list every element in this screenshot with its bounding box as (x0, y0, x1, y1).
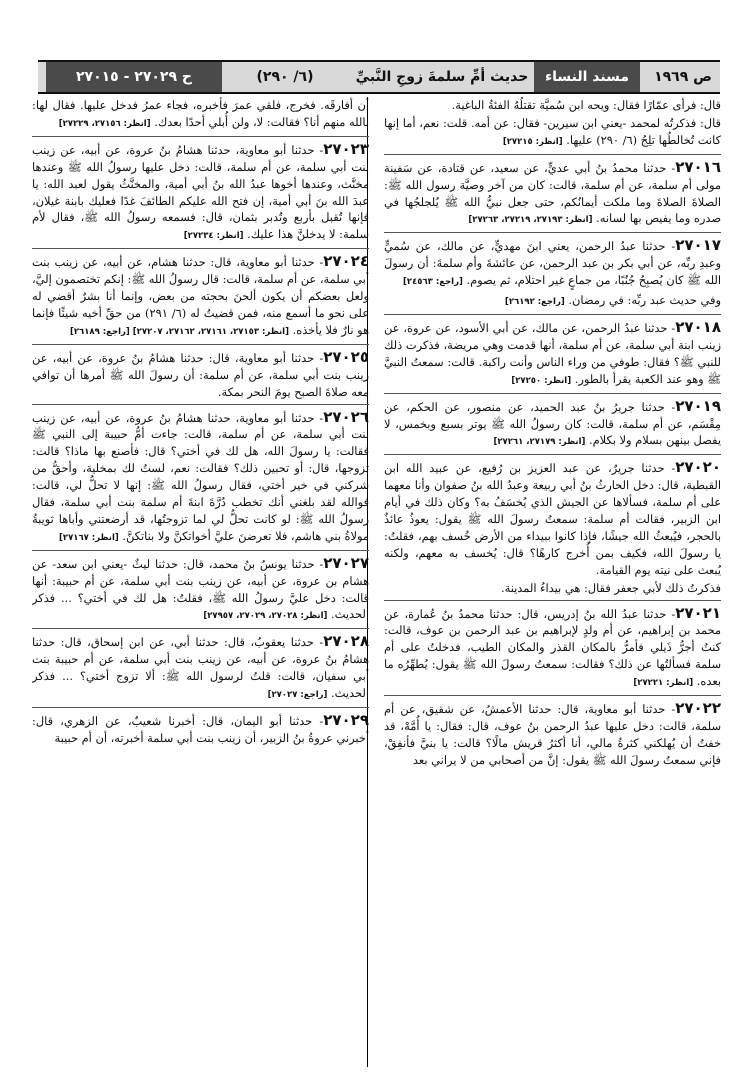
cross-reference: [انظر: ٢٧١٥٦، ٢٧٢٢٩] (58, 118, 151, 129)
paragraph-separator (384, 314, 721, 315)
hadith-paragraph (32, 555, 369, 626)
running-header (38, 60, 720, 94)
hadith-text: وفي حديث عبد ربِّه: في رمضان. (568, 293, 721, 308)
paragraph-separator (32, 404, 369, 405)
hadith-paragraph (384, 97, 721, 114)
hadith-text: - حدثنا عبدُ الله بنُ إدريس، قال: حدثنا محمدُ بنُ عُمارة، عن محمد بن إبراهيم، عن أم ولدٍ لإبراهيم بن عبد الرحمن بن عوف، قالت: كنتُ أجرُّ ذَيلي فأمرُّ بالمكان القذر والمكان الطيب، فدخلتُ على أم سلمة فسألتُها عن ذلك؟ فقالت: سمعتُ رسولَ الله ﷺ يقول: يُطهِّرُه ما بعده. (384, 606, 721, 689)
hadith-paragraph (384, 605, 721, 693)
hadith-text: - حدثنا أبو معاوية، قال: حدثنا الأعمشُ، عن شقيق، عن أم سلمة، قالت: دخل عليها عبدُ الرحمن بنُ عوف، قال: فقال: يا أُمَّهْ، قد خفتُ أن يُهلكني كثرةُ مالي، أنا أكثرُ قريش مالًا؟ قالت: يا بنيَّ فأنفِقْ، فإني سمعتُ رسولَ الله ﷺ يقول: إنَّ من أصحابي من لا يراني بعد (384, 702, 721, 767)
hadith-paragraph (384, 580, 721, 597)
hadith-number: ٢٧٠٢٩ (323, 711, 369, 729)
paragraph-separator (384, 232, 721, 233)
hadith-text: - حدثنا يونسُ بنُ محمد، قال: حدثنا ليثٌ -يعني ابن سعد- عن هشام بن عروة، عن أبيه، عن زينب بنت أبي سلمة، عن أم حبيبة: أنها قالت: دخل عليَّ رسولُ الله ﷺ، فقلتُ: هل لك في أختي؟ ... فذكر الحديث. (32, 556, 369, 622)
cross-reference: [راجع: ٢٦١٩٢] (504, 297, 565, 308)
hadith-text: - حدثنا محمدُ بنُ أبي عديٍّ، عن سعيد، عن قتادة، عن سَفينة مولى أم سلمة، عن أم سلمة، قالت: كان من آخر وصيَّة رسول الله ﷺ: الصلاةَ الصلاةَ وما ملكت أيمانُكم، حتى جعل نبيُّ الله ﷺ يُلجلجُها في صدره وما يفيص بها لسانه. (384, 160, 721, 226)
paragraph-separator (384, 393, 721, 394)
paragraph-separator (32, 707, 369, 708)
hadith-text: - حدثنا عبدُ الرحمن، عن مالك، عن أبي الأسود، عن عروة، عن زينب ابنة أبي سلمة، عن أم سلمة، أنها قدمت وهي مريضة، فذكرت ذلك للنبي ﷺ؟ فقال: طوفي من وراء الناس وأنت راكبة. قالت: سمعتُ النبيَّ ﷺ وهو عند الكعبة يقرأ بالطور. (384, 320, 721, 386)
cross-reference: [انظر: ٢٧٠٢٨، ٢٧٠٢٩، ٢٧٩٥٧] (203, 611, 328, 622)
hadith-text: - حدثنا جريرُ بنُ عبد الحميد، عن منصور، عن الحكم، عن مِقْسَم، عن أم سلمة، قالت: كان رسولُ الله ﷺ يوتر بسبع وبخمس، لا يفصل بينهن بسلام ولا بكلام. (384, 399, 721, 448)
paragraph-separator (32, 550, 369, 551)
hadith-paragraph (32, 141, 369, 245)
hadith-paragraph (32, 712, 369, 747)
hadith-paragraph (32, 253, 369, 341)
hadith-number: ٢٧٠٢٢ (675, 699, 721, 718)
hadith-paragraph (384, 115, 721, 151)
hadith-paragraph (384, 159, 721, 230)
hadith-number: ٢٧٠١٧ (675, 236, 721, 255)
cross-reference: [انظر: ٢٧١٦٧] (59, 532, 119, 543)
hadith-paragraph (32, 409, 369, 547)
hadith-paragraph (32, 349, 369, 401)
hadith-text: فذكرتُ ذلك لأبي جعفر فقال: هي بيداءُ المدينة. (500, 580, 721, 595)
hadith-paragraph (384, 398, 721, 452)
hadith-text: قال: فرأى عمّارًا فقال: ويحه ابن سُميَّة تقتلُهُ الفئةُ الباغية. (451, 98, 721, 112)
paragraph-separator (384, 154, 721, 155)
hadith-number: ٢٧٠١٩ (675, 396, 721, 415)
hadith-paragraph (384, 292, 721, 311)
hadith-number: ٢٧٠١٨ (675, 317, 721, 336)
hadith-number: ٢٧٠٢٨ (323, 632, 369, 651)
paragraph-separator (384, 600, 721, 601)
hadith-number: ٢٧٠٢٤ (323, 252, 369, 271)
hadith-number: ٢٧٠٢٧ (323, 553, 369, 572)
cross-reference: [راجع: ٢٤٥٦٣] (403, 277, 463, 288)
paragraph-separator (32, 136, 369, 137)
hadith-paragraph (384, 319, 721, 390)
cross-reference: [انظر: ٢٧١٧٩، ٢٧٢٦١] (493, 437, 586, 448)
hadith-text: أن أفارقَه. فخرج، فلقي عمرَ فأخبره، فجاء عمرُ فدخل عليها. فقال لها: بالله منهم أنا؟ فقالت: لا، ولن أُبلي أحدًا بعدك. (32, 98, 369, 129)
hadith-number: ٢٧٠١٦ (675, 157, 721, 176)
paragraph-separator (32, 628, 369, 629)
hadith-number: ٢٧٠٢٥ (323, 347, 369, 366)
section-title: حديث أمِّ سلمةَ زوجِ النَّبيِّ (355, 69, 529, 85)
hadith-text: - حدثنا أبو معاوية، قال: حدثنا هشام، عن أبيه، عن زينب بنت أبي سلمة، عن أم سلمة، قالت: قال رسولُ الله ﷺ: إنكم تختصمون إليَّ، ولعل بعضكم أن يكون ألحنَ بحجته من بعض، وإنما أنا بشرٌ أقضي له على نحو ما أسمع منه، فمن قضيتُ له (٦/ ٢٩١) من حقِّ أخيه شيئًا فإنما هو نارٌ فلا يأخذه. (32, 255, 369, 337)
cross-reference: [راجع: ٢٧٠٢٧] (267, 690, 328, 701)
right-text-column (384, 97, 721, 1068)
hadith-number: ٢٧٠٢١ (675, 603, 721, 622)
hadith-text: قال: فذكرتُه لمحمد -يعني ابن سيرين- فقال: عن أمه. قلت: نعم، أما إنها كانت تُخالطُها تلِجُ (٦/ ٢٩٠) عليها. (384, 115, 721, 147)
paragraph-separator (32, 248, 369, 249)
cross-reference: [انظر: ٢٧١٩٣، ٢٧٢١٩، ٢٧٢٦٣] (468, 215, 593, 226)
paragraph-separator (384, 454, 721, 455)
hadith-text: - حدثنا يعقوبُ، قال: حدثنا أبي، عن ابن إسحاق، قال: حدثنا هشامُ بنُ عروة، عن أبيه، عن زينب بنت أبي سلمة، عن أم حبيبة بنت أبي سفيان، قالت: قلتُ لرسول الله ﷺ: ألا تزوج أختي؟ ... فذكر الحديث. (32, 635, 369, 701)
cross-reference: [انظر: ٢٧١٥٣، ٢٧١٦١، ٢٧١٦٢، ٢٧٢٠٧] [راجع: ٢٦١٨٩] (69, 326, 289, 337)
hadith-number: ٢٧٠٢٠ (675, 458, 721, 477)
hadith-paragraph (384, 459, 721, 578)
hadith-text: - حدثنا عبدُ الرحمن، يعني ابنَ مهديٍّ، عن مالك، عن سُميٍّ وعبدِ ربِّه، عن أبي بكر بن عبد الرحمن، عن عائشةَ وأم سلمةَ: أن رسولَ الله ﷺ كان يُصبِحُ جُنُبًا، من جماعٍ غير احتلام، ثم يصوم. (384, 239, 721, 288)
hadith-paragraph (384, 700, 721, 769)
hadith-text: - حدثنا أبو معاوية، حدثنا هشامُ بنُ عروة، عن أبيه، عن زينب بنت أبي سلمة، عن أم سلمة، قالت: دخل عليها رسولُ الله ﷺ وعندها مخنَّث، وعندها أخوها عبدُ الله بنُ أبي أمية، والمخنَّثُ يقول لعبد الله: يا عبدَ الله بنَ أبي أمية، إن فتح الله عليكم الطائفَ غدًا فعليك بابنة غيلان، فإنها تُقبل بأربع وتُدبر بثمان، قال: فسمعه رسولُ الله ﷺ، فقال لأم سلمة: لا يدخلنَّ هذا عليك. (32, 142, 369, 242)
cross-reference: [انظر: ٢٧٢٥٠] (511, 375, 572, 386)
hadith-text: - حدثنا أبو اليمان، قال: أخبرنا شعيبٌ، عن الزهري، قال: أخبرني عروةُ بنُ الزبير، أن زينب بنت أبي سلمة أخبرته، أن أم حبيبة (32, 714, 369, 745)
cross-reference: [انظر: ٢٧٢٣٤] (183, 231, 244, 242)
left-text-column (32, 97, 369, 1068)
book-title: مسند النساء (534, 62, 640, 92)
cross-reference: [انظر: ٢٧٢١٥] (502, 136, 563, 147)
hadith-text: - حدثنا أبو معاوية، قال: حدثنا هشامُ بنُ عروة، عن أبيه، عن زينب بنت أبي سلمة، عن أم سلمة: أن رسولَ الله ﷺ أمرها أن توافي معه صلاةَ الصبح يومَ النحر بمكة. (32, 350, 369, 399)
cross-reference: [انظر: ٢٧٢٢١] (633, 678, 694, 689)
volume-page: (٦/ ٢٩٠) (256, 69, 314, 85)
hadith-paragraph (32, 633, 369, 704)
hadith-text: - حدثنا أبو معاوية، حدثنا هشامُ بنُ عروة، عن أبيه، عن زينب بنت أبي سلمة، عن أم سلمة، قالت: جاءت أمُّ حبيبة إلى النبي ﷺ فقالت: يا رسولَ الله، هل لك في أختي؟ قال: فأصنع بها ماذا؟ قالت: تزوجها، قال: أو تحبين ذلك؟ فقالت: نعم، لستُ لك بمخلية، وأحقُّ من شركني في خير أختي، فقال رسولُ الله ﷺ: إنها لا تحلُّ لي، قالت: فوالله لقد بلغني أنك تخطب دُرَّةَ ابنةَ أم سلمة بنت أبي سلمة، فقال رسولُ الله ﷺ: لو كانت تحلُّ لي لما تزوجتُها، قد أرضعتني وأباها ثويبةُ مولاةُ بني هاشم، فلا تعرضنَ عليَّ أخواتكنَّ ولا بناتكنَّ. (32, 410, 369, 543)
paragraph-separator (32, 344, 369, 345)
hadith-paragraph (32, 97, 369, 133)
hadith-number: ٢٧٠٢٦ (323, 407, 369, 426)
paragraph-separator (384, 695, 721, 696)
hadith-range: ح ٢٧٠٢٩ - ٢٧٠١٥ (46, 62, 222, 92)
page-number: ص ١٩٦٩ (654, 69, 712, 85)
hadith-number: ٢٧٠٢٣ (323, 139, 369, 158)
hadith-paragraph (384, 237, 721, 291)
hadith-text: - حدثنا جريرٌ، عن عبد العزيز بن رُفيع، عن عبيد الله ابن القبطية، قال: دخل الحارثُ بنُ أبي ربيعة وعبدُ الله بنُ صفوان وأنا معهما على أم سلمة، فسألاها عن الجيش الذي يُخسَفُ به؟ وكان ذلك في أيام ابن الزبير، فقالت أم سلمة: سمعتُ رسولَ الله ﷺ يقول: يعوذُ عائذٌ بالحجر، فيُبعثُ الله جيشًا، فإذا كانوا ببيداء من الأرض خُسف بهم، فقلتُ: يا رسولَ الله، فكيف بمن أُخرج كارهًا؟ قال: يُخسف به معهم، ولكنه يُبعث على نيته يوم القيامة. (384, 461, 721, 577)
